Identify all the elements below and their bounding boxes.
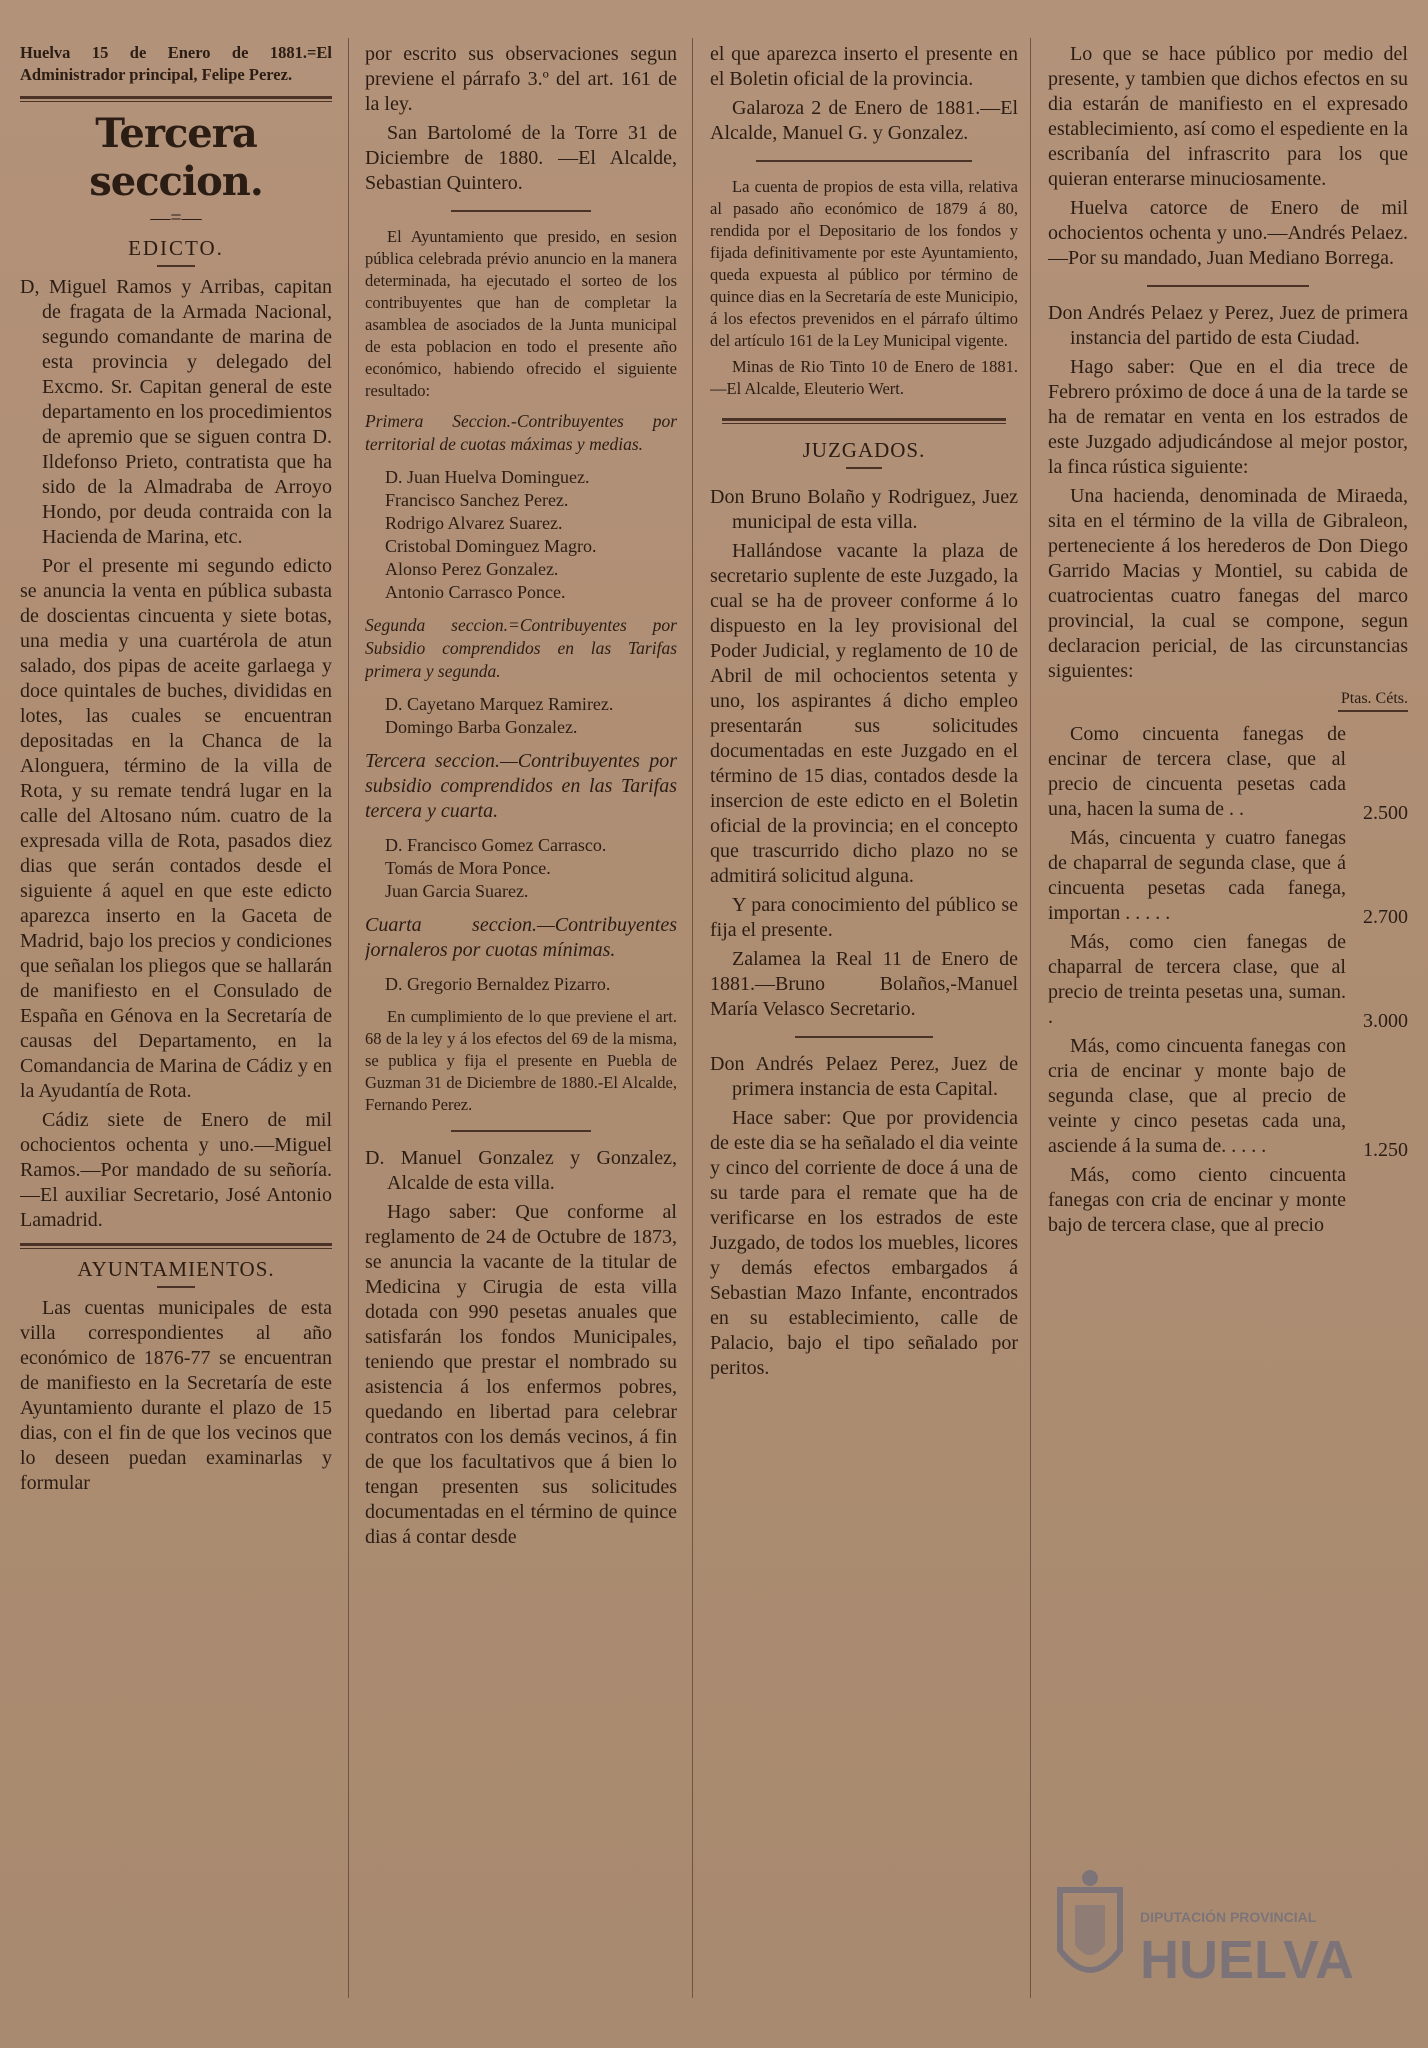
name-entry: Rodrigo Alvarez Suarez.	[385, 513, 563, 533]
finca-item-amount: 2.700	[1363, 906, 1408, 928]
column-rule	[348, 38, 349, 1998]
alcalde-paragraph: Hago saber: Que conforme al reglamento de 24 de Octubre de 1873, se anuncia la vacante de la titular de Medicina y Cirugia de esta villa dotada con 990 pesetas anuales que satisfarán los fondos Municipales, teniendo que prestar el nombrado su asistencia á los enfermos pobres, quedando en libertad para celebrar contratos con los demás vecinos, á fin de que los facultativos que á bien lo tengan presenten sus solicitudes documentadas en el término de quince dias á contar desde	[365, 1201, 677, 1548]
name-entry: D. Juan Huelva Dominguez.	[385, 467, 590, 487]
cuenta-signature: Minas de Rio Tinto 10 de Enero de 1881.—El Alcalde, Eleuterio Wert.	[710, 357, 1018, 398]
divider	[1338, 710, 1408, 712]
watermark-seal	[1040, 1860, 1360, 2010]
finca-item	[1048, 722, 1408, 826]
pelaez-heading-2: Don Andrés Pelaez y Perez, Juez de primera instancia del partido de esta Ciudad.	[1048, 302, 1408, 349]
edicto-paragraph: Por el presente mi segundo edicto se anuncia la venta en pública subasta de doscientas cincuenta y siete botas, una media y una cuartérola de atun salado, dos pipas de aceite garlaega y doce quintales de buches, divididas en lotes, las cuales se encuentran depositadas en la Chanca de la Alonguera, término de la villa de Rota, y su remate tendrá lugar en la calle del Altosano núm. cuatro de la expresada villa de Rota, pasados diez dias que serán contados desde el siguiente á aquel en que este edicto aparezca inserto en la Gaceta de Madrid, bajo los precios y condiciones que señalan los pliegos que se hallarán de manifiesto en el Consulado de España en Génova en la Secretaría de causas del Departamento, en la Comandancia de Marina de Cádiz y en la Ayudantía de Rota.	[20, 555, 332, 1102]
divider	[451, 1130, 591, 1132]
edicto-paragraph: Cádiz siete de Enero de mil ochocientos ochenta y uno.—Miguel Ramos.—Por mandado de su señoría.—El auxiliar Secretario, José Antonio Lamadrid.	[20, 1109, 332, 1231]
divider	[722, 418, 1005, 424]
watermark-line-1: DIPUTACIÓN PROVINCIAL	[1140, 1909, 1317, 1925]
name-entry: Alonso Perez Gonzalez.	[385, 559, 559, 579]
name-entry: Cristobal Dominguez Magro.	[385, 536, 597, 556]
signature: Huelva catorce de Enero de mil ochocientos ochenta y uno.—Andrés Pelaez.—Por su mandado, Juan Mediano Borrega.	[1048, 197, 1408, 269]
ayuntamientos-paragraph: Las cuentas municipales de esta villa correspondientes al año económico de 1876-77 se encuentran de manifiesto en la Secretaría de este Ayuntamiento durante el plazo de 15 dias, con el fin de que los vecinos que lo deseen puedan examinarlas y formular	[20, 1297, 332, 1494]
cuenta-paragraph: La cuenta de propios de esta villa, relativa al pasado año económico de 1879 á 80, rendida por el Depositario de los fondos y fijada definitivamente por este Ayuntamiento, queda expuesta al público por término de quince dias en la Secretaría de este Municipio, á los efectos prevenidos en el párrafo último del artículo 161 de la Ley Municipal vigente.	[710, 177, 1018, 350]
name-entry: Domingo Barba Gonzalez.	[385, 717, 578, 737]
segunda-heading: Segunda seccion.=Contribuyentes por Subsidio comprendidos en las Tarifas primera y segunda.	[365, 615, 677, 681]
juez-paragraph: Hallándose vacante la plaza de secretario suplente de este Juzgado, la cual se ha de proveer conforme á lo dispuesto en la ley provisional del Poder Judicial, y reglamento de 10 de Abril de mil ochocientos setenta y uno, los aspirantes á dicho empleo presentarán sus solicitudes documentadas en este Juzgado en el término de 15 dias, contados desde la insercion de este edicto en el Boletin oficial de la provincia; en el concepto que trascurrido dicho plazo no se admitirá solicitud alguna.	[710, 540, 1018, 887]
finca-item-amount: 3.000	[1363, 1010, 1408, 1032]
header-note: Huelva 15 de Enero de 1881.=El Administrador principal, Felipe Perez.	[20, 43, 332, 84]
divider	[451, 210, 591, 212]
cuarta-names	[365, 973, 677, 996]
name-entry: D. Gregorio Bernaldez Pizarro.	[385, 974, 611, 994]
column-2	[365, 42, 677, 2032]
name-entry: Tomás de Mora Ponce.	[385, 858, 551, 878]
watermark-line-2: HUELVA	[1140, 1930, 1354, 1990]
finca-item	[1048, 826, 1408, 930]
cumplimiento-paragraph: En cumplimiento de lo que previene el art. 68 de la ley y á los efectos del 69 de la misma, se publica y fija el presente en Puebla de Guzman 31 de Diciembre de 1880.-El Alcalde, Fernando Perez.	[365, 1007, 677, 1114]
divider	[1147, 285, 1309, 287]
divider	[795, 1036, 934, 1038]
continuation-text: por escrito sus observaciones segun previene el párrafo 3.º del art. 161 de la ley.	[365, 43, 677, 115]
finca-item	[1048, 1034, 1408, 1163]
finca-item-text: Más, como ciento cincuenta fanegas con cria de encinar y monte bajo de tercera clase, que al precio	[1048, 1164, 1346, 1236]
crest-icon	[1060, 1870, 1120, 1970]
name-entry: Antonio Carrasco Ponce.	[385, 582, 566, 602]
primera-heading: Primera Seccion.-Contribuyentes por territorial de cuotas máximas y medias.	[365, 411, 677, 454]
name-entry: Juan Garcia Suarez.	[385, 881, 529, 901]
continuation-text: el que aparezca inserto el presente en el Boletin oficial de la provincia.	[710, 43, 1018, 90]
divider	[20, 1243, 332, 1249]
finca-item	[1048, 930, 1408, 1034]
continuation-text: Lo que se hace público por medio del presente, y tambien que dichos efectos en su dia estarán de manifiesto en el expresado establecimiento, así como el espediente en la escribanía del infrascrito para los que quieran enterarse minuciosamente.	[1048, 43, 1408, 190]
juez-heading: Don Bruno Bolaño y Rodriguez, Juez municipal de esta villa.	[710, 486, 1018, 533]
column-4	[1048, 42, 1408, 2032]
finca-item-text: Más, como cincuenta fanegas con cria de encinar y monte bajo de segunda clase, que al precio de veinte y cinco pesetas cada una, asciende á la suma de. . . . .	[1048, 1035, 1346, 1157]
finca-item-amount: 1.250	[1363, 1139, 1408, 1161]
juez-paragraph: Y para conocimiento del público se fija el presente.	[710, 894, 1018, 941]
finca-item-text: Como cincuenta fanegas de encinar de tercera clase, que al precio de cincuenta pesetas cada una, hacen la suma de . .	[1048, 723, 1346, 820]
juzgados-title: JUZGADOS.	[802, 438, 926, 462]
column-rule	[1030, 38, 1031, 1998]
edicto-paragraph: D, Miguel Ramos y Arribas, capitan de fragata de la Armada Nacional, segundo comandante de marina de esta provincia y delegado del Excmo. Sr. Capitan general de este departamento en los procedimientos de apremio que se siguen contra D. Ildefonso Prieto, contratista que ha sido de la Almadraba de Arroyo Hondo, por deuda contraida con la Hacienda de Marina, etc.	[20, 276, 332, 548]
ayuntamientos-title: AYUNTAMIENTOS.	[77, 1257, 275, 1281]
tercera-heading: Tercera seccion.—Contribuyentes por subsidio comprendidos en las Tarifas tercera y cuarta.	[365, 750, 677, 822]
name-entry: Francisco Sanchez Perez.	[385, 490, 569, 510]
alcalde-heading: D. Manuel Gonzalez y Gonzalez, Alcalde de esta villa.	[365, 1147, 677, 1194]
finca-item-text: Más, como cien fanegas de chaparral de tercera clase, que al precio de treinta pesetas una, suman. .	[1048, 931, 1346, 1028]
divider	[157, 1286, 194, 1288]
cuarta-heading: Cuarta seccion.—Contribuyentes jornaleros por cuotas mínimas.	[365, 914, 677, 961]
edicto-title: EDICTO.	[128, 236, 224, 260]
primera-names	[365, 466, 677, 604]
juez-signature: Zalamea la Real 11 de Enero de 1881.—Bruno Bolaños,-Manuel María Velasco Secretario.	[710, 948, 1018, 1020]
divider	[756, 160, 972, 162]
finca-item-text: Más, cincuenta y cuatro fanegas de chaparral de segunda clase, que á cincuenta pesetas cada fanega, importan . . . . .	[1048, 827, 1346, 924]
column-1	[20, 42, 332, 2032]
name-entry: D. Francisco Gomez Carrasco.	[385, 835, 607, 855]
signature: San Bartolomé de la Torre 31 de Diciembre de 1880. —El Alcalde, Sebastian Quintero.	[365, 122, 677, 194]
column-rule	[692, 38, 693, 1998]
column-3	[710, 42, 1018, 2032]
sorteo-paragraph: El Ayuntamiento que presido, en sesion pública celebrada prévio anuncio en la manera determinada, ha ejecutado el sorteo de los contribuyentes que han de completar la asamblea de asociados de la Junta municipal de esta poblacion en todo el presente año económico, habiendo ofrecido el siguiente resultado:	[365, 227, 677, 400]
section-ornament: —=—	[150, 207, 202, 229]
divider	[157, 265, 194, 267]
name-entry: D. Cayetano Marquez Ramirez.	[385, 694, 614, 714]
signature: Galaroza 2 de Enero de 1881.—El Alcalde, Manuel G. y Gonzalez.	[710, 97, 1018, 144]
divider	[20, 96, 332, 102]
finca-description: Una hacienda, denominada de Miraeda, sita en el término de la villa de Gibraleon, perteneciente á los herederos de Don Diego Garrido Macias y Montiel, su cabida de cuatrocientas cuatro fanegas del marco provincial, la cual se compone, segun declaracion pericial, de las circunstancias siguientes:	[1048, 485, 1408, 682]
ptas-header: Ptas. Céts.	[1340, 690, 1408, 707]
pelaez-heading: Don Andrés Pelaez Perez, Juez de primera instancia de esta Capital.	[710, 1053, 1018, 1100]
segunda-names	[365, 693, 677, 739]
pelaez-paragraph: Hace saber: Que por providencia de este dia se ha señalado el dia veinte y cinco del corriente de doce á una de su tarde para el remate que ha de verificarse en los estrados de este Juzgado, de todos los muebles, licores y demás efectos embargados á Sebastian Mazo Infante, encontrados en su establecimiento, calle de Palacio, bajo el tipo señalado por peritos.	[710, 1107, 1018, 1379]
finca-item	[1048, 1163, 1408, 1242]
divider	[846, 467, 883, 469]
tercera-names	[365, 834, 677, 903]
section-title: Tercera seccion.	[89, 110, 263, 205]
finca-item-amount: 2.500	[1363, 802, 1408, 824]
pelaez-paragraph-2: Hago saber: Que en el dia trece de Febrero próximo de doce á una de la tarde se ha de rematar en venta en los estrados de este Juzgado adjudicándose al mejor postor, la finca rústica siguiente:	[1048, 356, 1408, 478]
